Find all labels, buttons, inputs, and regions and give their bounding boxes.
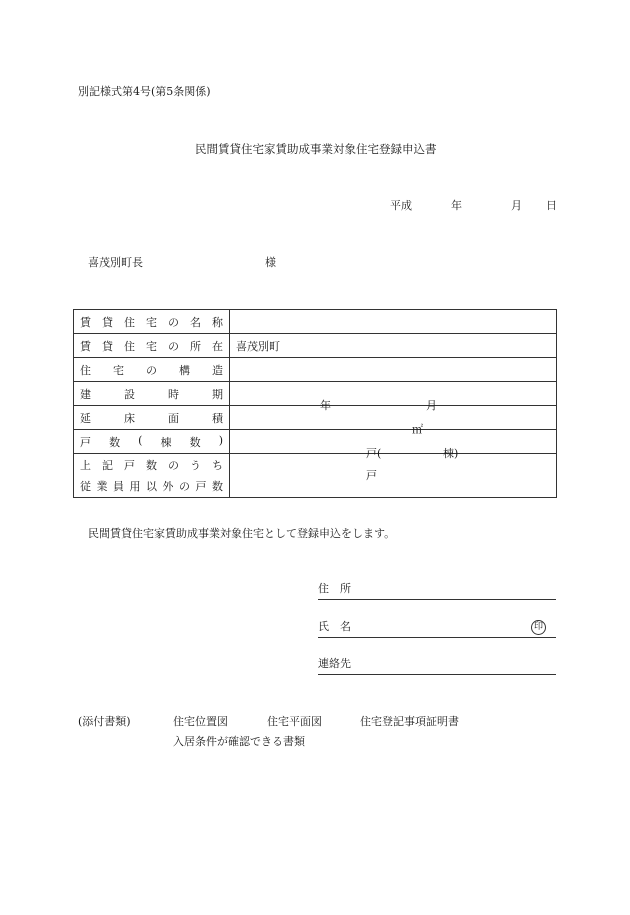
label-char: の (168, 459, 179, 472)
rental-location-field[interactable]: 喜茂別町 (230, 334, 557, 358)
row-label (74, 334, 230, 358)
date-month-label: 月 (511, 199, 522, 212)
label-char: 住 (124, 339, 135, 353)
units-unit: 戸 (366, 469, 377, 482)
label-char: 名 (190, 315, 201, 329)
label-char: 用 (129, 480, 141, 493)
row-label (74, 406, 230, 430)
label-char: 従 (80, 480, 91, 493)
label-char: ) (218, 433, 223, 447)
label-char: 積 (212, 411, 223, 425)
label-char: 賃 (80, 315, 91, 329)
label-char: 宅 (146, 315, 157, 329)
label-char: 称 (212, 315, 223, 329)
label-char: 貸 (102, 315, 113, 329)
table-row-non-employee-units (74, 454, 557, 498)
label-char: 数 (146, 459, 157, 472)
label-char: の (168, 315, 179, 329)
applicant-address-field[interactable] (318, 583, 556, 600)
label-char: 宅 (113, 363, 124, 377)
non-employee-units-field[interactable] (230, 454, 557, 498)
label-char: 床 (124, 411, 135, 425)
label-char: 数 (109, 435, 121, 449)
label-char: 在 (212, 339, 223, 353)
label-char: 以 (146, 480, 157, 493)
label-char: の (179, 480, 190, 493)
label-char: 外 (162, 480, 174, 493)
label-char: 住 (80, 363, 91, 377)
rental-name-field[interactable] (230, 310, 557, 334)
label-char: 記 (102, 459, 113, 472)
attachment-item: 入居条件が確認できる書類 (173, 735, 305, 748)
attachment-item: 住宅位置図 (173, 715, 228, 728)
row-label (74, 430, 230, 454)
label-char: う (190, 459, 201, 472)
month-unit: 月 (426, 398, 437, 412)
table-row-floor-area (74, 406, 557, 430)
table-row-structure (74, 358, 557, 382)
label-char: 数 (189, 435, 201, 449)
label-char: 延 (80, 411, 91, 425)
document-title: 民間賃貸住宅家賃助成事業対象住宅登録申込書 (195, 142, 437, 156)
form-number-label: 別記様式第4号(第5条関係) (78, 85, 211, 98)
label-char: の (168, 339, 179, 353)
label-char: 戸 (195, 480, 207, 493)
label-char: 上 (80, 459, 91, 472)
label-char: の (146, 363, 157, 377)
floor-area-field[interactable] (230, 406, 557, 436)
attachments-label: (添付書類) (78, 715, 131, 728)
label-char: 期 (212, 387, 223, 401)
label-char: ち (212, 459, 223, 472)
label-char: 賃 (80, 339, 91, 353)
label-char: 業 (96, 480, 108, 493)
year-unit: 年 (320, 398, 331, 412)
row-label (74, 382, 230, 406)
row-label (74, 358, 230, 382)
table-row-location (74, 334, 557, 358)
sqm-unit: ㎡ (412, 422, 423, 436)
label-char: 宅 (146, 339, 157, 353)
label-char: 住 (124, 315, 135, 329)
date-era: 平成 (390, 199, 412, 212)
contact-label: 連絡先 (318, 657, 351, 670)
label-char: 構 (179, 363, 190, 377)
label-char: 造 (212, 363, 223, 377)
table-row-construction (74, 382, 557, 406)
seal-icon: 印 (531, 620, 546, 635)
addressee-honorific: 様 (265, 256, 276, 269)
label-char: 時 (168, 387, 179, 401)
label-char: 建 (80, 387, 91, 401)
label-char: 貸 (102, 339, 113, 353)
table-row-name (74, 310, 557, 334)
units-unit: 戸( (366, 446, 382, 460)
label-char: ( (138, 433, 143, 447)
application-statement: 民間賃貸住宅家賃助成事業対象住宅として登録申込をします。 (88, 527, 396, 540)
applicant-contact-field[interactable] (318, 658, 556, 675)
construction-date-field[interactable] (230, 382, 557, 412)
date-year-label: 年 (451, 199, 462, 212)
row-label (74, 454, 230, 498)
table-row-units (74, 430, 557, 454)
label-char: 戸 (124, 459, 135, 472)
attachment-item: 住宅登記事項証明書 (360, 715, 459, 728)
label-char: 戸 (80, 435, 91, 449)
date-day-label: 日 (546, 199, 557, 212)
label-char: 員 (113, 480, 124, 493)
buildings-unit: 棟) (443, 446, 459, 460)
address-label: 住 所 (318, 582, 351, 595)
label-char: 棟 (160, 435, 172, 449)
structure-field[interactable] (230, 358, 557, 382)
row-label (74, 310, 230, 334)
label-char: 数 (212, 480, 223, 493)
label-char: 所 (190, 339, 201, 353)
applicant-name-field[interactable] (318, 621, 556, 638)
housing-info-table (73, 309, 557, 498)
label-char: 設 (124, 387, 135, 401)
label-char: 面 (168, 411, 179, 425)
units-field[interactable] (230, 430, 557, 460)
addressee-name: 喜茂別町長 (88, 256, 143, 269)
name-label: 氏 名 (318, 620, 351, 633)
attachment-item: 住宅平面図 (267, 715, 322, 728)
